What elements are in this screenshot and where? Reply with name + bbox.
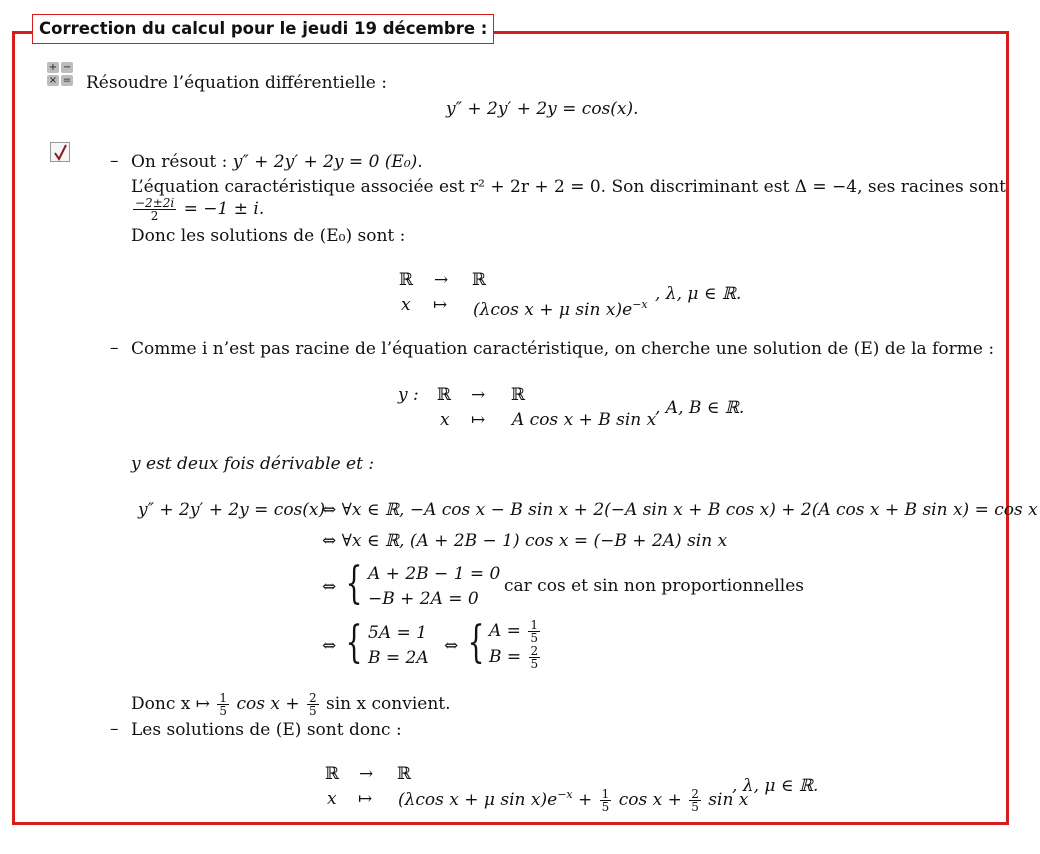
bullet-dash: – bbox=[110, 719, 119, 739]
map1-domain: ℝ bbox=[399, 270, 414, 290]
map2-var: x bbox=[440, 410, 450, 430]
eq2: ⇔ ∀x ∈ ℝ, (A + 2B − 1) cos x = (−B + 2A) sin x bbox=[322, 531, 728, 551]
intro-label: Résoudre l’équation différentielle : bbox=[86, 73, 387, 93]
system3-line1: A = $\frac{1}{5}$ bbox=[489, 618, 538, 645]
eq1-right: ⇔ ∀x ∈ ℝ, −A cos x − B sin x + 2(−A sin x + B cos x) + 2(A cos x + B sin x) = cos x bbox=[322, 500, 1038, 520]
system2-line2: B = 2A bbox=[368, 648, 429, 668]
map3-codomain: ℝ bbox=[397, 764, 412, 784]
system3-line2: B = $\frac{2}{5}$ bbox=[489, 644, 539, 671]
system2-line1: 5A = 1 bbox=[368, 623, 427, 643]
calculator-icon: + − × = bbox=[48, 62, 72, 86]
step1-homogeneous-eq: y″ + 2y′ + 2y = 0 (E₀). bbox=[232, 152, 423, 172]
map1-codomain: ℝ bbox=[472, 270, 487, 290]
bullet-dash: – bbox=[110, 338, 119, 358]
map2-expr: A cos x + B sin x bbox=[512, 410, 657, 430]
step1-prefix: On résout : bbox=[131, 152, 228, 172]
eq3-iff: ⇔ bbox=[322, 577, 337, 597]
map2-domain: ℝ bbox=[437, 385, 452, 405]
step1-characteristic: L’équation caractéristique associée est r² + 2r + 2 = 0. Son discriminant est Δ = −4, ses racines sont bbox=[131, 177, 1006, 197]
map2-codomain: ℝ bbox=[511, 385, 526, 405]
step2-deriv: y est deux fois dérivable et : bbox=[131, 454, 375, 474]
map2-params: , A, B ∈ ℝ. bbox=[655, 398, 745, 418]
map1-arrow: → bbox=[434, 270, 449, 290]
map3-arrow: → bbox=[359, 764, 374, 784]
system2-brace: { bbox=[345, 617, 363, 668]
system1-note: car cos et sin non proportionnelles bbox=[504, 576, 805, 596]
eq1-left: y″ + 2y′ + 2y = cos(x) bbox=[138, 500, 326, 520]
map3-expr: (λcos x + μ $\sin x)e^{-x}$ + $\frac{1}{5}$ cos x + $\frac{2}{5}$ sin x bbox=[398, 787, 749, 814]
step1-solutions-intro: Donc les solutions de (E₀) sont : bbox=[131, 226, 406, 246]
map1-var: x bbox=[401, 295, 411, 315]
system1-line1: A + 2B − 1 = 0 bbox=[368, 564, 501, 584]
map1-expr: (λcos x + μ $\sin x)e^{-x}$ bbox=[473, 298, 648, 320]
map2-y-label: y : bbox=[398, 385, 419, 405]
page-title: Correction du calcul pour le jeudi 19 décembre : bbox=[32, 14, 494, 44]
eq4-iff: ⇔ bbox=[322, 636, 337, 656]
system3-brace: { bbox=[467, 617, 485, 668]
bullet-dash: – bbox=[110, 151, 119, 171]
map2-arrow: → bbox=[471, 385, 486, 405]
step2-conclusion: Donc x ↦ $\frac{1}{5}$ cos x + $\frac{2}{5}$ sin x convient. bbox=[131, 691, 451, 718]
step1-line1 bbox=[131, 151, 423, 173]
checkmark-icon bbox=[50, 142, 70, 162]
map3-var: x bbox=[327, 789, 337, 809]
map3-mapsto: ↦ bbox=[358, 789, 373, 809]
map1-mapsto: ↦ bbox=[433, 295, 448, 315]
map3-domain: ℝ bbox=[325, 764, 340, 784]
system1-line2: −B + 2A = 0 bbox=[368, 589, 479, 609]
map2-mapsto: ↦ bbox=[471, 410, 486, 430]
step1-roots: $\frac{-2\pm 2i}{2}$ = −1 ± i. bbox=[135, 196, 265, 223]
step3-line1: Les solutions de (E) sont donc : bbox=[131, 720, 402, 740]
map3-params: , λ, μ ∈ ℝ. bbox=[732, 776, 819, 796]
map1-params: , λ, μ ∈ ℝ. bbox=[655, 284, 742, 304]
system1-brace: { bbox=[345, 558, 363, 609]
eq4-iff2: ⇔ bbox=[444, 636, 459, 656]
step2-line1: Comme i n’est pas racine de l’équation caractéristique, on cherche une solution de (E) de la forme : bbox=[131, 339, 995, 359]
intro-equation: y″ + 2y′ + 2y = cos(x). bbox=[446, 99, 639, 119]
